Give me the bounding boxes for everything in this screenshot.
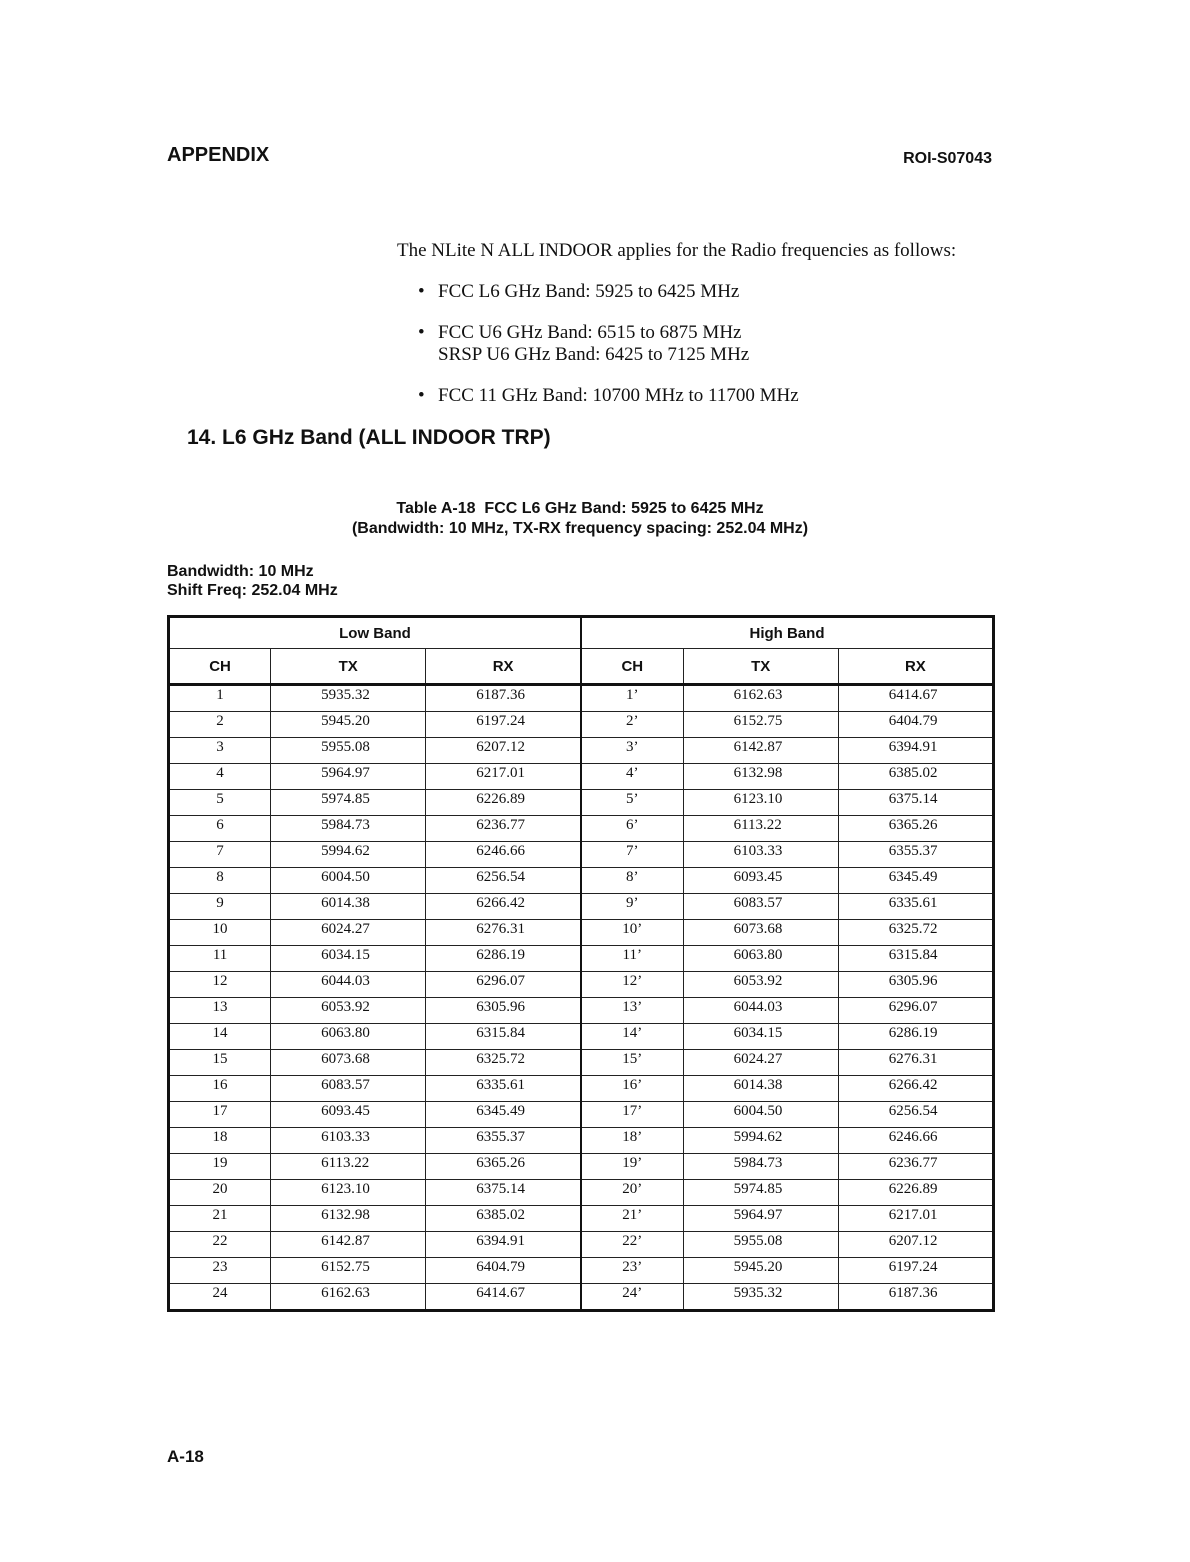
rx-cell: 6315.84	[838, 946, 993, 972]
rx-cell: 6276.31	[838, 1050, 993, 1076]
table-row	[169, 790, 994, 816]
bullet-line: SRSP U6 GHz Band: 6425 to 7125 MHz	[438, 344, 750, 365]
bullet-line: FCC 11 GHz Band: 10700 MHz to 11700 MHz	[438, 385, 799, 406]
high-band-header: High Band	[581, 617, 994, 649]
table-row	[169, 1024, 994, 1050]
channel-cell: 22	[169, 1232, 271, 1258]
tx-cell: 6063.80	[683, 946, 838, 972]
tx-cell: 5955.08	[271, 738, 426, 764]
channel-cell: 7’	[581, 842, 683, 868]
channel-cell: 19	[169, 1154, 271, 1180]
channel-cell: 5’	[581, 790, 683, 816]
table-caption-title: Table A-18 FCC L6 GHz Band: 5925 to 6425 MHz	[396, 500, 764, 517]
rx-cell: 6246.66	[426, 842, 581, 868]
tx-cell: 5984.73	[683, 1154, 838, 1180]
tx-cell: 6053.92	[271, 998, 426, 1024]
tx-cell: 5994.62	[271, 842, 426, 868]
channel-cell: 16’	[581, 1076, 683, 1102]
tx-cell: 6103.33	[683, 842, 838, 868]
table-row	[169, 1050, 994, 1076]
channel-cell: 1	[169, 685, 271, 712]
channel-cell: 15’	[581, 1050, 683, 1076]
table-row	[169, 816, 994, 842]
rx-cell: 6207.12	[426, 738, 581, 764]
rx-cell: 6197.24	[426, 712, 581, 738]
table-row	[169, 972, 994, 998]
channel-cell: 8	[169, 868, 271, 894]
table-row	[169, 1102, 994, 1128]
channel-cell: 11’	[581, 946, 683, 972]
tx-cell: 5945.20	[271, 712, 426, 738]
low-band-header: Low Band	[169, 617, 581, 649]
table-row	[169, 1076, 994, 1102]
channel-cell: 24	[169, 1284, 271, 1311]
rx-cell: 6414.67	[838, 685, 993, 712]
channel-cell: 4	[169, 764, 271, 790]
table-row	[169, 1128, 994, 1154]
rx-cell: 6335.61	[838, 894, 993, 920]
rx-cell: 6404.79	[838, 712, 993, 738]
channel-cell: 23’	[581, 1258, 683, 1284]
table-row	[169, 894, 994, 920]
rx-cell: 6226.89	[838, 1180, 993, 1206]
bullet-line: FCC L6 GHz Band: 5925 to 6425 MHz	[438, 281, 740, 302]
tx-cell: 6073.68	[271, 1050, 426, 1076]
tx-cell: 6113.22	[683, 816, 838, 842]
channel-cell: 11	[169, 946, 271, 972]
rx-cell: 6355.37	[838, 842, 993, 868]
column-header: RX	[838, 649, 993, 685]
rx-cell: 6217.01	[838, 1206, 993, 1232]
channel-cell: 2	[169, 712, 271, 738]
channel-cell: 12’	[581, 972, 683, 998]
tx-cell: 6004.50	[683, 1102, 838, 1128]
tx-cell: 5935.32	[683, 1284, 838, 1311]
rx-cell: 6276.31	[426, 920, 581, 946]
tx-cell: 6073.68	[683, 920, 838, 946]
channel-cell: 5	[169, 790, 271, 816]
bandwidth-label: Bandwidth: 10 MHz	[167, 563, 314, 580]
rx-cell: 6375.14	[838, 790, 993, 816]
table-caption-subtitle: (Bandwidth: 10 MHz, TX-RX frequency spacing: 252.04 MHz)	[351, 520, 809, 537]
tx-cell: 6093.45	[271, 1102, 426, 1128]
column-header: TX	[683, 649, 838, 685]
tx-cell: 6103.33	[271, 1128, 426, 1154]
tx-cell: 6123.10	[683, 790, 838, 816]
tx-cell: 5964.97	[271, 764, 426, 790]
rx-cell: 6345.49	[838, 868, 993, 894]
bullet-item	[418, 322, 749, 366]
rx-cell: 6286.19	[838, 1024, 993, 1050]
rx-cell: 6305.96	[838, 972, 993, 998]
page-number: A-18	[167, 1447, 204, 1466]
channel-cell: 13	[169, 998, 271, 1024]
tx-cell: 6014.38	[271, 894, 426, 920]
channel-cell: 14’	[581, 1024, 683, 1050]
tx-cell: 6132.98	[683, 764, 838, 790]
channel-cell: 12	[169, 972, 271, 998]
tx-cell: 6142.87	[271, 1232, 426, 1258]
table-row	[169, 842, 994, 868]
bullet-line: FCC U6 GHz Band: 6515 to 6875 MHz	[438, 322, 742, 343]
bullet-dot-icon: •	[418, 281, 425, 302]
channel-cell: 21	[169, 1206, 271, 1232]
channel-cell: 14	[169, 1024, 271, 1050]
tx-cell: 6034.15	[683, 1024, 838, 1050]
rx-cell: 6394.91	[426, 1232, 581, 1258]
rx-cell: 6266.42	[426, 894, 581, 920]
rx-cell: 6385.02	[838, 764, 993, 790]
tx-cell: 5994.62	[683, 1128, 838, 1154]
tx-cell: 6083.57	[683, 894, 838, 920]
tx-cell: 5945.20	[683, 1258, 838, 1284]
channel-cell: 18’	[581, 1128, 683, 1154]
rx-cell: 6256.54	[426, 868, 581, 894]
channel-cell: 10	[169, 920, 271, 946]
tx-cell: 6083.57	[271, 1076, 426, 1102]
table-row	[169, 685, 994, 712]
rx-cell: 6325.72	[426, 1050, 581, 1076]
tx-cell: 6063.80	[271, 1024, 426, 1050]
rx-cell: 6365.26	[838, 816, 993, 842]
table-row	[169, 1206, 994, 1232]
table-row	[169, 1258, 994, 1284]
bullet-item	[418, 385, 799, 407]
channel-cell: 15	[169, 1050, 271, 1076]
channel-cell: 17	[169, 1102, 271, 1128]
tx-cell: 6004.50	[271, 868, 426, 894]
table-row	[169, 712, 994, 738]
tx-cell: 6044.03	[271, 972, 426, 998]
channel-cell: 18	[169, 1128, 271, 1154]
tx-cell: 5935.32	[271, 685, 426, 712]
rx-cell: 6187.36	[838, 1284, 993, 1311]
rx-cell: 6217.01	[426, 764, 581, 790]
intro-paragraph: The NLite N ALL INDOOR applies for the Radio frequencies as follows:	[397, 240, 957, 261]
table-row	[169, 1180, 994, 1206]
channel-cell: 16	[169, 1076, 271, 1102]
column-header: RX	[426, 649, 581, 685]
channel-cell: 17’	[581, 1102, 683, 1128]
bullet-dot-icon: •	[418, 322, 425, 343]
tx-cell: 5984.73	[271, 816, 426, 842]
tx-cell: 5964.97	[683, 1206, 838, 1232]
table-row	[169, 1284, 994, 1311]
tx-cell: 6113.22	[271, 1154, 426, 1180]
channel-cell: 20’	[581, 1180, 683, 1206]
rx-cell: 6394.91	[838, 738, 993, 764]
channel-cell: 24’	[581, 1284, 683, 1311]
channel-cell: 3’	[581, 738, 683, 764]
rx-cell: 6296.07	[426, 972, 581, 998]
channel-cell: 23	[169, 1258, 271, 1284]
tx-cell: 6053.92	[683, 972, 838, 998]
table-row	[169, 920, 994, 946]
shift-freq-label: Shift Freq: 252.04 MHz	[167, 582, 338, 599]
rx-cell: 6246.66	[838, 1128, 993, 1154]
channel-cell: 13’	[581, 998, 683, 1024]
tx-cell: 6132.98	[271, 1206, 426, 1232]
rx-cell: 6335.61	[426, 1076, 581, 1102]
tx-cell: 6044.03	[683, 998, 838, 1024]
rx-cell: 6365.26	[426, 1154, 581, 1180]
bullet-item	[418, 281, 739, 303]
section-title: 14. L6 GHz Band (ALL INDOOR TRP)	[187, 426, 551, 449]
rx-cell: 6207.12	[838, 1232, 993, 1258]
appendix-heading: APPENDIX	[167, 144, 270, 166]
table-row	[169, 1154, 994, 1180]
rx-cell: 6296.07	[838, 998, 993, 1024]
channel-cell: 9	[169, 894, 271, 920]
channel-cell: 22’	[581, 1232, 683, 1258]
rx-cell: 6187.36	[426, 685, 581, 712]
bullet-dot-icon: •	[418, 385, 425, 406]
tx-cell: 6152.75	[683, 712, 838, 738]
rx-cell: 6315.84	[426, 1024, 581, 1050]
table-row	[169, 738, 994, 764]
channel-cell: 2’	[581, 712, 683, 738]
channel-cell: 3	[169, 738, 271, 764]
channel-cell: 9’	[581, 894, 683, 920]
channel-cell: 1’	[581, 685, 683, 712]
tx-cell: 5974.85	[683, 1180, 838, 1206]
rx-cell: 6226.89	[426, 790, 581, 816]
channel-cell: 19’	[581, 1154, 683, 1180]
tx-cell: 6014.38	[683, 1076, 838, 1102]
rx-cell: 6355.37	[426, 1128, 581, 1154]
channel-cell: 6	[169, 816, 271, 842]
tx-cell: 6123.10	[271, 1180, 426, 1206]
column-header: CH	[581, 649, 683, 685]
table-row	[169, 998, 994, 1024]
tx-cell: 6152.75	[271, 1258, 426, 1284]
tx-cell: 6093.45	[683, 868, 838, 894]
rx-cell: 6375.14	[426, 1180, 581, 1206]
rx-cell: 6305.96	[426, 998, 581, 1024]
rx-cell: 6236.77	[838, 1154, 993, 1180]
frequency-table	[167, 615, 995, 1312]
channel-cell: 8’	[581, 868, 683, 894]
rx-cell: 6286.19	[426, 946, 581, 972]
rx-cell: 6256.54	[838, 1102, 993, 1128]
rx-cell: 6266.42	[838, 1076, 993, 1102]
channel-cell: 4’	[581, 764, 683, 790]
rx-cell: 6385.02	[426, 1206, 581, 1232]
document-id: ROI-S07043	[903, 150, 992, 167]
tx-cell: 5955.08	[683, 1232, 838, 1258]
channel-cell: 6’	[581, 816, 683, 842]
channel-cell: 21’	[581, 1206, 683, 1232]
column-header: CH	[169, 649, 271, 685]
rx-cell: 6404.79	[426, 1258, 581, 1284]
rx-cell: 6345.49	[426, 1102, 581, 1128]
table-row	[169, 764, 994, 790]
rx-cell: 6236.77	[426, 816, 581, 842]
rx-cell: 6414.67	[426, 1284, 581, 1311]
tx-cell: 6024.27	[683, 1050, 838, 1076]
table-row	[169, 946, 994, 972]
channel-cell: 7	[169, 842, 271, 868]
channel-cell: 20	[169, 1180, 271, 1206]
rx-cell: 6197.24	[838, 1258, 993, 1284]
tx-cell: 6162.63	[683, 685, 838, 712]
tx-cell: 5974.85	[271, 790, 426, 816]
channel-cell: 10’	[581, 920, 683, 946]
table-row	[169, 1232, 994, 1258]
tx-cell: 6162.63	[271, 1284, 426, 1311]
rx-cell: 6325.72	[838, 920, 993, 946]
table-row	[169, 868, 994, 894]
tx-cell: 6024.27	[271, 920, 426, 946]
table-body	[169, 685, 994, 1311]
column-header: TX	[271, 649, 426, 685]
tx-cell: 6142.87	[683, 738, 838, 764]
tx-cell: 6034.15	[271, 946, 426, 972]
